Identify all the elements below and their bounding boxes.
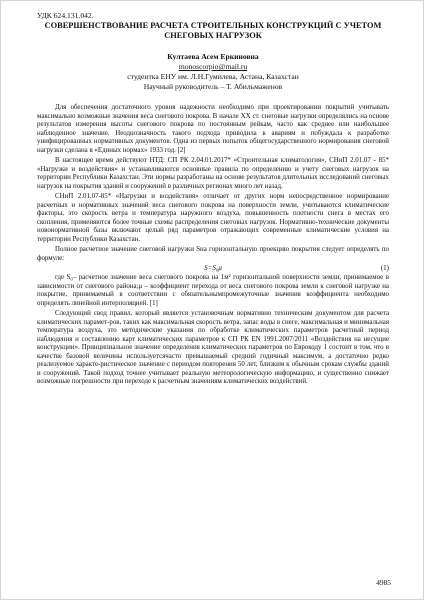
- paragraph-3: СНиП 2.01.07-85* «Нагрузки и воздействия» отличает от других норм непосредственное нормирование расчетных и нормативных значений веса снегового покрова на поверхности земли, учитываются климатические факторы, это скорость ветра и температура наружного воздуха, повышенность плотности снега в местах его скопления, применяются более точные схемы распределения снеговых нагрузок. Нормативно-технические документы новонормативной базы включают целый ряд параметров отражающих современные климатические условия на территории Республики Казахстан.: [37, 193, 389, 243]
- paragraph-1: Для обеспечения достаточного уровня надежности необходимо при проектировании покрытий учитывать максимально возможные значения веса снегового покрова. В начале XX ст. снеговые нагрузки определялись на основе результатов измерения высоты снегового покрова по постоянным рейкам, часто как среднее или наибольшее наблюденное значение. Неоднозначность такого подхода приводила к авариям и побуждала к разработке унифицированных нормативных документов. Одна из первых попыток общегосударственного нормирования снеговой нагрузки сделана в «Единых нормах» 1933 год. [2]: [37, 104, 389, 154]
- paragraph-6: Следующий свод правил, который является установочным нормативно техническим документом для расчета климатических парамет-ров, таких как максимальная скорость ветра, запас воды в снеге, максимальная и минимальная температура воздуха, это методические указания по обработке климатических параметров расчетный период наблюдения и составлению карт климатических параметров к СП РК EN 1991.2007/2011 «Воздействия на несущие конструкции». Принципиальное значение определения климатических параметров по Еврокоду 1 состоит в том, что в качестве базовой величины используетсячасто превышаемый средний годичный максимум, а достаточно редко реализуемое характе-ристическое значение с периодом повторения 50 лет, близким к обычным срокам службы зданий и сооружений. Такой подход точнее учитывает реальную метеорологическую информацию, и существенно снижает возможные погрешности при переходе к расчетным значениям климатических воздействий.: [37, 310, 389, 385]
- udk-code: УДК 624.131.042.: [37, 11, 94, 20]
- page-number: 4985: [376, 578, 391, 587]
- author-name: Култаева Асем Еркиновна: [167, 52, 259, 61]
- paragraph-4: Полное расчетное значение снеговой нагрузки Sна горизонтальную проекцию покрытия следует определять по формуле:: [37, 246, 389, 262]
- author-email[interactable]: monoscorpio@mail.ru: [178, 62, 248, 71]
- formula-number: (1): [380, 264, 389, 272]
- article-body: [37, 104, 389, 387]
- author-affiliation: студентка ЕНУ им. Л.Н.Гумилева, Астана, Казахстан: [127, 72, 299, 81]
- formula-expression: S=S₀μ: [204, 264, 222, 272]
- paragraph-2: В настоящее время действуют НТД: СП РК 2.04.01.2017* «Строительная климатология», СНиП 2.01.07 - 85* «Нагрузки и воздействия» и устанавливаются основные правила по определению и учету снеговых нагрузок на территории Республики Казахстан. Эти нормы разработаны на основе результатов длительных исследований снеговых нагрузок на покрытия зданий и сооружений в различных регионах много лет назад.: [37, 157, 389, 190]
- supervisor: Научный руководитель – Т. Абильмаженов: [143, 82, 283, 91]
- paragraph-5: где S₀– расчетное значение веса снегового покрова на 1м² горизонтальной поверхности земли, принимаемое в зависимости от снегового района;μ – коэффициент перехода от веса снегового покрова земли к снеговой нагрузке на покрытие, принимаемый в соответствии с обязательнымпромежуточные значения коэффициента необходимо определять линейной интерполяцией. [1]: [37, 274, 389, 307]
- article-title: СОВЕРШЕНСТВОВАНИЕ РАСЧЕТА СТРОИТЕЛЬНЫХ КОНСТРУКЦИЙ С УЧЕТОМ СНЕГОВЫХ НАГРУЗОК: [44, 21, 382, 40]
- formula-1: [37, 264, 389, 273]
